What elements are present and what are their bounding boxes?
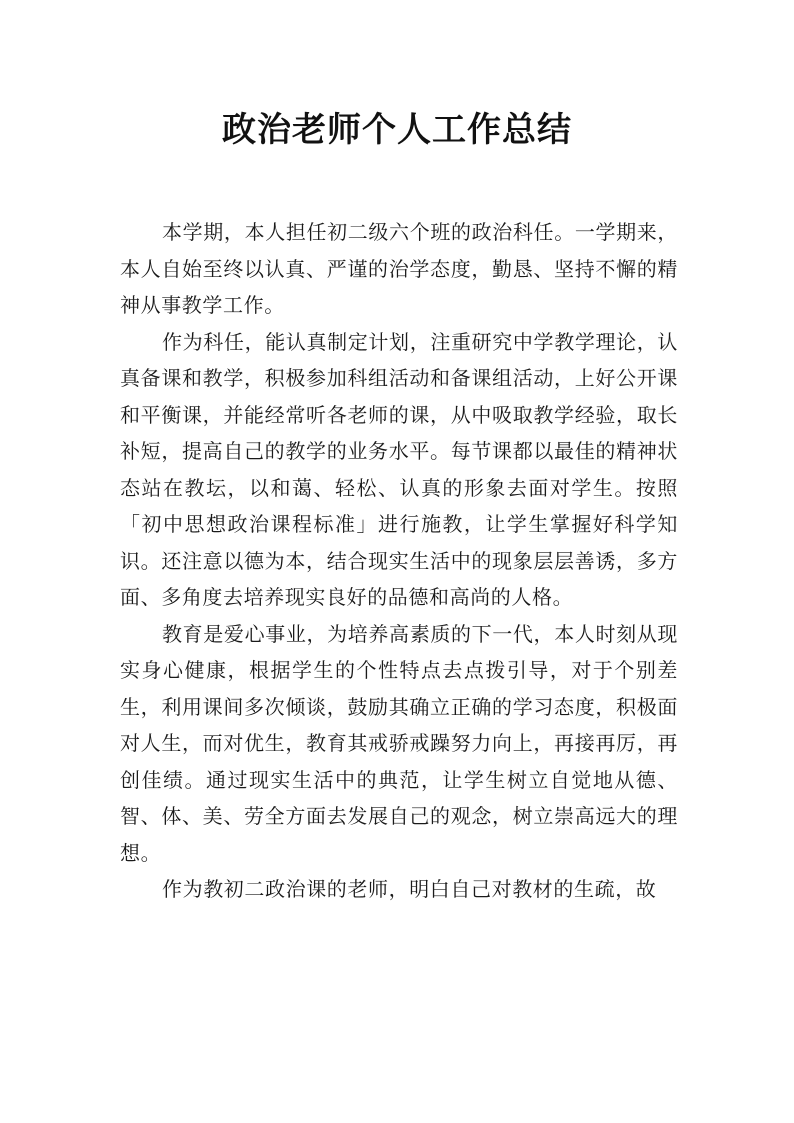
paragraph-4: 作为教初二政治课的老师，明白自己对教材的生疏，故 xyxy=(162,877,657,901)
paragraph-2: 作为科任，能认真制定计划，注重研究中学教学理论，认真备课和教学，积极参加科组活动和备课组活动，上好公开课和平衡课，并能经常听各老师的课，从中吸取教学经验，取长补短，提高自己的教学的业务水平。每节课都以最佳的精神状态站在教坛，以和蔼、轻松、认真的形象去面对学生。按照「初中思想政治课程标准」进行施教，让学生掌握好科学知识。还注意以德为本，结合现实生活中的现象层层善诱，多方面、多角度去培养现实良好的品德和高尚的人格。 xyxy=(120,329,678,609)
paragraph-1: 本学期，本人担任初二级六个班的政治科任。一学期来，本人自始至终以认真、严谨的治学态度，勤恳、坚持不懈的精神从事教学工作。 xyxy=(120,220,678,317)
document-body xyxy=(120,214,678,908)
paragraph-3: 教育是爱心事业，为培养高素质的下一代，本人时刻从现实身心健康，根据学生的个性特点去点拨引导，对于个别差生，利用课间多次倾谈，鼓励其确立正确的学习态度，积极面对人生，而对优生，教育其戒骄戒躁努力向上，再接再厉，再创佳绩。通过现实生活中的典范，让学生树立自觉地从德、智、体、美、劳全方面去发展自己的观念，树立崇高远大的理想。 xyxy=(120,621,678,865)
document-title: 政治老师个人工作总结 xyxy=(222,110,572,150)
